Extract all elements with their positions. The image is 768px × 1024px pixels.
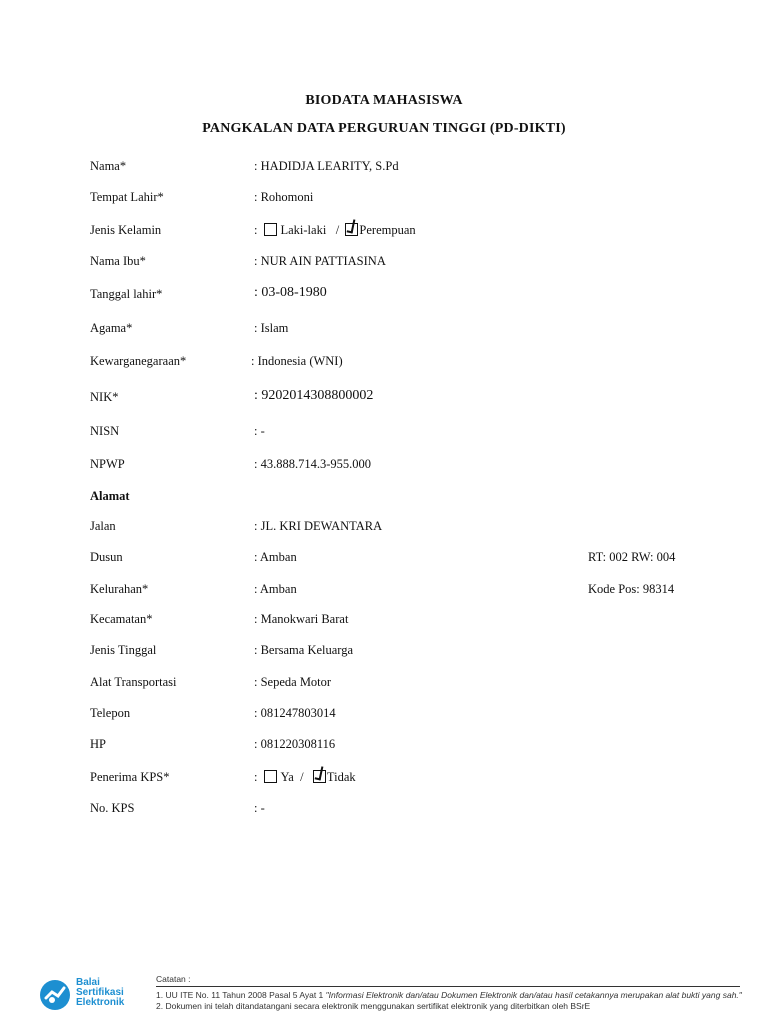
row-tempat-lahir <box>90 190 690 208</box>
logo-line-1: Balai <box>76 977 100 988</box>
value-no-kps: : - <box>254 801 265 815</box>
label-telepon: Telepon <box>90 706 131 720</box>
row-kecamatan <box>90 612 690 630</box>
row-no-kps <box>90 801 690 819</box>
checkbox-perempuan[interactable] <box>345 223 358 236</box>
row-nama-ibu <box>90 254 690 272</box>
label-jenis-kelamin: Jenis Kelamin <box>90 223 162 237</box>
label-jalan: Jalan <box>90 519 116 533</box>
value-jalan: : JL. KRI DEWANTARA <box>254 519 383 533</box>
note-1-prefix: 1. UU ITE No. 11 Tahun 2008 Pasal 5 Ayat 1 <box>156 990 326 1000</box>
option-ya: Ya <box>280 770 294 784</box>
row-agama <box>90 321 690 339</box>
option-separator: / <box>300 770 304 784</box>
section-alamat: Alamat <box>90 489 130 503</box>
value-jenis-kelamin <box>254 223 416 238</box>
page-title: BIODATA MAHASISWA <box>305 93 463 108</box>
row-hp <box>90 737 690 755</box>
checkbox-laki-laki[interactable] <box>264 223 277 236</box>
option-tidak: Tidak <box>326 770 356 784</box>
page-subtitle: PANGKALAN DATA PERGURUAN TINGGI (PD-DIKTI) <box>202 121 566 136</box>
label-nisn: NISN <box>90 424 120 438</box>
value-nama-ibu: : NUR AIN PATTIASINA <box>254 254 386 268</box>
label-kewarganegaraan: Kewarganegaraan* <box>90 354 187 368</box>
value-kewarganegaraan: : Indonesia (WNI) <box>251 354 343 368</box>
value-nisn: : - <box>254 424 265 438</box>
value-tempat-lahir: : Rohomoni <box>254 190 314 204</box>
value-kelurahan: : Amban <box>254 582 297 596</box>
row-telepon <box>90 706 690 724</box>
notes-heading: Catatan : <box>156 974 191 984</box>
note-1 <box>156 990 740 1001</box>
colon: : <box>254 223 258 237</box>
checkbox-tidak[interactable] <box>313 770 326 783</box>
row-kewarganegaraan <box>90 354 690 372</box>
label-npwp: NPWP <box>90 457 125 471</box>
option-laki-laki: Laki-laki <box>280 223 327 237</box>
label-no-kps: No. KPS <box>90 801 135 815</box>
value-telepon: : 081247803014 <box>254 706 336 720</box>
value-hp: : 081220308116 <box>254 737 336 751</box>
value-nama: : HADIDJA LEARITY, S.Pd <box>254 159 399 173</box>
label-agama: Agama* <box>90 321 133 335</box>
footer-notes <box>156 974 740 1012</box>
value-agama: : Islam <box>254 321 289 335</box>
label-jenis-tinggal: Jenis Tinggal <box>90 643 157 657</box>
note-2: 2. Dokumen ini telah ditandatangani secara elektronik menggunakan sertifikat elektronik yang diterbitkan oleh BSrE <box>156 1001 591 1011</box>
label-nama: Nama* <box>90 159 127 173</box>
checkbox-ya[interactable] <box>264 770 277 783</box>
value-npwp: : 43.888.714.3-955.000 <box>254 457 372 471</box>
option-separator: / <box>335 223 340 237</box>
option-perempuan: Perempuan <box>359 223 416 237</box>
row-kelurahan <box>90 582 690 600</box>
bsre-logo <box>38 976 138 1016</box>
row-jenis-kelamin <box>90 223 690 241</box>
row-jenis-tinggal <box>90 643 690 661</box>
bsre-logo-text <box>76 978 124 1008</box>
row-tanggal-lahir <box>90 287 690 305</box>
value-penerima-kps <box>254 770 356 785</box>
value-rt-rw: RT: 002 RW: 004 <box>588 550 676 564</box>
value-kecamatan: : Manokwari Barat <box>254 612 349 626</box>
label-penerima-kps: Penerima KPS* <box>90 770 170 784</box>
row-nik <box>90 390 690 408</box>
label-kecamatan: Kecamatan* <box>90 612 153 626</box>
label-nama-ibu: Nama Ibu* <box>90 254 146 268</box>
value-alat-transportasi: : Sepeda Motor <box>254 675 332 689</box>
label-dusun: Dusun <box>90 550 123 564</box>
bsre-logo-icon <box>38 978 72 1012</box>
label-tempat-lahir: Tempat Lahir* <box>90 190 164 204</box>
logo-line-2: Sertifikasi <box>76 987 124 998</box>
value-jenis-tinggal: : Bersama Keluarga <box>254 643 354 657</box>
colon: : <box>254 770 258 784</box>
logo-line-3: Elektronik <box>76 997 125 1008</box>
row-dusun <box>90 550 690 568</box>
footer <box>0 960 768 1024</box>
label-hp: HP <box>90 737 106 751</box>
value-tanggal-lahir: : 03-08-1980 <box>254 285 327 300</box>
value-kode-pos: Kode Pos: 98314 <box>588 582 675 596</box>
label-nik: NIK* <box>90 390 119 404</box>
row-penerima-kps <box>90 770 690 788</box>
label-tanggal-lahir: Tanggal lahir* <box>90 287 163 301</box>
row-nisn <box>90 424 690 442</box>
row-nama <box>90 159 690 177</box>
row-alat-transportasi <box>90 675 690 693</box>
label-alat-transportasi: Alat Transportasi <box>90 675 177 689</box>
value-nik: : 9202014308800002 <box>254 388 374 403</box>
notes-divider <box>156 986 740 987</box>
row-npwp <box>90 457 690 475</box>
note-1-quote: "Informasi Elektronik dan/atau Dokumen Elektronik dan/atau hasil cetakannya merupakan alat bukti yang sah." <box>325 990 742 1000</box>
label-kelurahan: Kelurahan* <box>90 582 149 596</box>
row-alamat-heading <box>90 489 690 507</box>
row-jalan <box>90 519 690 537</box>
value-dusun: : Amban <box>254 550 297 564</box>
